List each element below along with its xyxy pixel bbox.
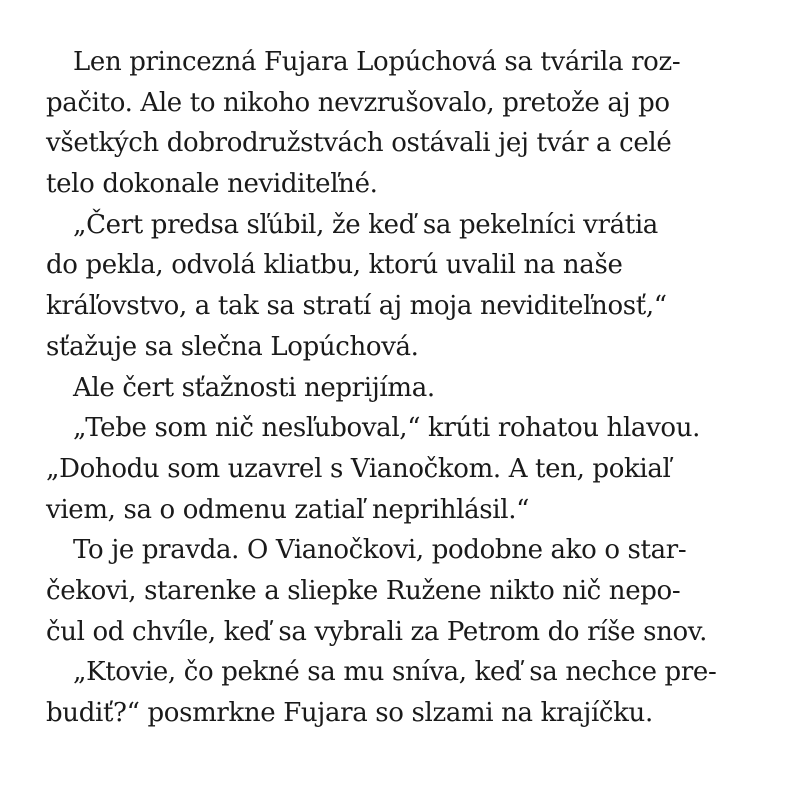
- text-line: „Čert predsa sľúbil, že keď sa pekelníci vrátia: [73, 209, 658, 240]
- story-text: [46, 42, 766, 734]
- text-line: viem, sa o odmenu zatiaľ neprihlásil.“: [46, 494, 530, 525]
- text-line: kráľovstvo, a tak sa stratí aj moja neviditeľnosť,“: [46, 291, 667, 322]
- text-line: „Dohodu som uzavrel s Vianočkom. A ten, pokiaľ: [46, 453, 671, 484]
- text-line: telo dokonale neviditeľné.: [46, 169, 378, 200]
- text-line: sťažuje sa slečna Lopúchová.: [46, 331, 419, 362]
- text-line: To je pravda. O Vianočkovi, podobne ako o star-: [73, 535, 687, 566]
- text-line: čekovi, starenke a sliepke Ružene nikto nič nepo-: [46, 575, 681, 606]
- text-line: do pekla, odvolá kliatbu, ktorú uvalil na naše: [46, 250, 623, 281]
- text-line: Len princezná Fujara Lopúchová sa tvárila roz-: [73, 47, 681, 77]
- text-line: „Tebe som nič nesľuboval,“ krúti rohatou hlavou.: [73, 413, 701, 444]
- text-line: čul od chvíle, keď sa vybrali za Petrom do ríše snov.: [46, 616, 707, 647]
- text-line: budiť?“ posmrkne Fujara so slzami na krajíčku.: [46, 698, 653, 728]
- text-line: pačito. Ale to nikoho nevzrušovalo, pretože aj po: [46, 87, 670, 118]
- text-line: všetkých dobrodružstvách ostávali jej tvár a celé: [46, 128, 672, 159]
- text-line: Ale čert sťažnosti neprijíma.: [73, 372, 435, 403]
- text-line: „Ktovie, čo pekné sa mu sníva, keď sa nechce pre-: [73, 657, 717, 688]
